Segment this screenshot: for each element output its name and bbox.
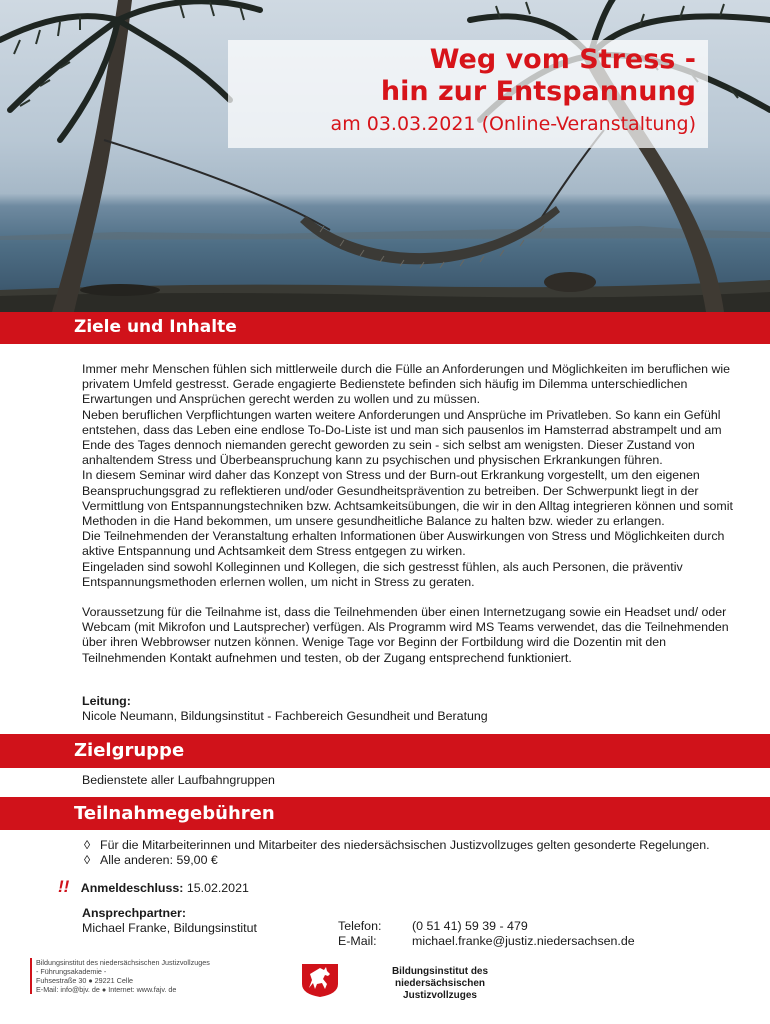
leitung-label: Leitung:: [82, 694, 131, 708]
fee-item-text: Alle anderen: 59,00 €: [100, 853, 218, 868]
page-title-line2: hin zur Entspannung: [380, 76, 696, 107]
contact-values: [412, 919, 635, 949]
footer-address: [30, 958, 210, 994]
contact-label: Ansprechpartner:: [82, 906, 186, 920]
phone-value: (0 51 41) 59 39 - 479: [412, 919, 528, 933]
leitung-block: [82, 694, 738, 724]
section-header-gebuehren: Teilnahmegebühren: [0, 797, 770, 830]
logo-text: [360, 966, 520, 1002]
list-item: [82, 838, 738, 853]
intro-text: [82, 362, 738, 666]
logo-line-2: niedersächsischen Justizvollzuges: [394, 978, 486, 1001]
title-box: [228, 40, 708, 148]
page-subtitle: am 03.03.2021 (Online-Veranstaltung): [330, 113, 696, 135]
footer-line-3: Fuhsestraße 30 ● 29221 Celle: [36, 976, 134, 985]
contact-name: Michael Franke, Bildungsinstitut: [82, 921, 257, 936]
deadline-date: 15.02.2021: [186, 881, 249, 895]
footer-line-1: Bildungsinstitut des niedersächsischen Justizvollzuges: [36, 958, 210, 967]
logo-line-1: Bildungsinstitut des: [391, 966, 489, 977]
deadline-label: Anmeldeschluss:: [80, 881, 184, 895]
intro-paragraph-5: Eingeladen sind sowohl Kolleginnen und Kollegen, die sich gestresst fühlen, als auch Personen, die präventiv Entspannungsmethoden erlernen wollen, um nicht in Stress zu geraten.: [82, 559, 683, 589]
intro-paragraph-3: In diesem Seminar wird daher das Konzept von Stress und der Burn-out Erkrankung vorgestellt, um den eigenen Beanspruchungsgrad zu reflektieren und/oder Gesundheitsprävention zu betreiben. Der Schwerpunkt liegt in der Vermittlung von Entspannungstechniken bzw. Achtsamkeitsübungen, die wir in den Alltag integrieren können und somit Methoden in die Hand bekommen, um unsere gesundheitliche Balance zu halten bzw. wieder zu erlangen.: [82, 468, 733, 529]
diamond-bullet-icon: ◊: [84, 853, 91, 868]
intro-paragraph-6: Voraussetzung für die Teilnahme ist, dass die Teilnehmenden über einen Internetzugang sowie ein Headset und/ oder Webcam (mit Mikrofon und Lautsprecher) verfügen. Als Programm wird MS Teams verwendet, das die Teilnehmenden über ihren Webbrowser nutzen können. Wenige Tage vor Beginn der Fortbildung wird die Dozentin mit den Teilnehmenden Kontakt aufnehmen und testen, ob der Zugang entsprechend funktioniert.: [82, 605, 729, 665]
intro-paragraph-4: Die Teilnehmenden der Veranstaltung erhalten Informationen über Auswirkungen von Stress und Möglichkeiten durch aktive Entspannung und Achtsamkeit dem Stress entgegen zu wirken.: [82, 529, 725, 559]
leitung-value: Nicole Neumann, Bildungsinstitut - Fachbereich Gesundheit und Beratung: [82, 709, 488, 724]
section-header-ziele: Ziele und Inhalte: [0, 312, 770, 344]
fee-item-text: Für die Mitarbeiterinnen und Mitarbeiter des niedersächsischen Justizvollzuges gelten gesonderte Regelungen.: [100, 838, 710, 852]
hero-image: [0, 0, 770, 312]
diamond-bullet-icon: ◊: [84, 838, 91, 852]
intro-paragraph-2: Neben beruflichen Verpflichtungen warten weitere Anforderungen und Ansprüche im Privatleben. So kann ein Gefühl entstehen, dass das Leben eine endlose To-Do-Liste ist und man sich pausenlos im Hamsterrad abstrampelt und am Ende des Tages dennoch niemanden gerecht geworden zu sein - sich selbst am wenigsten. Dieser Zustand von anhaltendem Stress und Überbeanspruchung kann zu psychischen und physischen Erkrankungen führen.: [82, 407, 722, 468]
paragraph-gap: [82, 590, 738, 605]
phone-label: Telefon:: [338, 919, 382, 933]
exclamation-icon: !!: [58, 877, 70, 896]
institute-logo: [300, 960, 512, 1000]
zielgruppe-text: Bedienstete aller Laufbahngruppen: [82, 773, 275, 787]
footer-line-4: E-Mail: info@bjv. de ● Internet: www.fajv. de: [36, 985, 177, 994]
contact-labels: [338, 919, 381, 949]
horse-crest-icon: [300, 962, 340, 998]
page-title-line1: Weg vom Stress -: [429, 44, 696, 75]
deadline-line: [58, 877, 249, 897]
fees-list: [82, 838, 738, 868]
footer-line-2: - Führungsakademie -: [36, 967, 107, 976]
email-label: E-Mail:: [338, 934, 377, 949]
intro-paragraph-1: Immer mehr Menschen fühlen sich mittlerweile durch die Fülle an Anforderungen und Möglichkeiten im beruflichen wie privatem Umfeld gestresst. Gerade engagierte Bedienstete befinden sich häufig im Dilemma unterschiedlichen Erwartungen und Ansprüchen gerecht werden zu wollen und zu müssen.: [82, 362, 731, 407]
email-link[interactable]: michael.franke@justiz.niedersachsen.de: [412, 934, 635, 949]
section-header-zielgruppe: Zielgruppe: [0, 734, 770, 768]
contact-block: [82, 906, 738, 936]
list-item: [82, 853, 738, 868]
